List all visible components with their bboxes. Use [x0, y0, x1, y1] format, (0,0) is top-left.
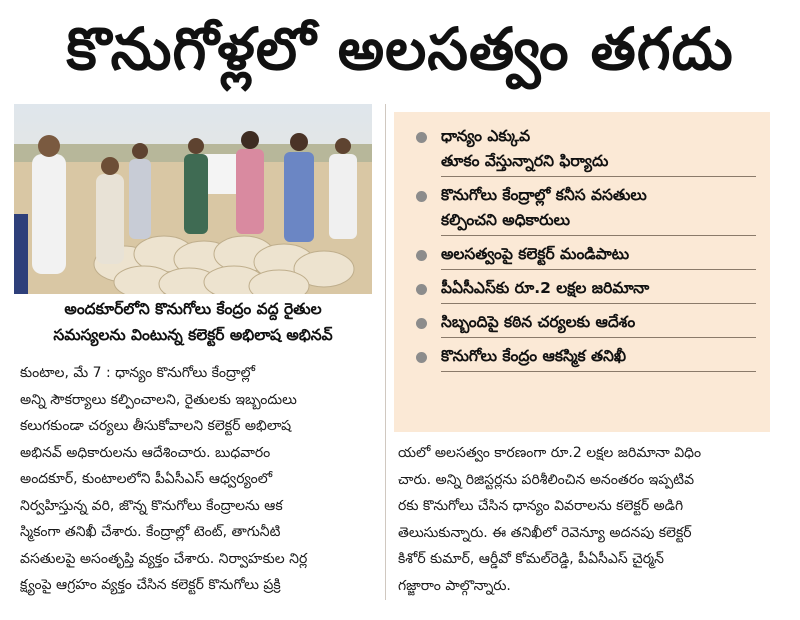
- headline: కొనుగోళ్లలో అలసత్వం తగదు: [66, 15, 734, 83]
- highlight-text: కొనుగోలు కేంద్రం ఆకస్మిక తనిఖీ: [441, 347, 627, 365]
- body-line: నిర్వహిస్తున్న వరి, జొన్న కొనుగోలు కేంద్రాలను ఆక: [20, 497, 283, 514]
- bullet-icon: [416, 132, 427, 143]
- photo-caption: [14, 296, 372, 352]
- article-body-right: [398, 440, 770, 599]
- photo-farmers-grain-bags-icon: [14, 104, 372, 294]
- body-line: కిశోర్‌ కుమార్‌, ఆర్డీవో కోమల్‌రెడ్డి, పీఏసీఎస్‌ చైర్మన్‌: [398, 551, 665, 567]
- body-line: గజ్జారాం పాల్గొన్నారు.: [398, 577, 511, 594]
- highlight-text: కల్పించని అధికారులు: [441, 211, 570, 229]
- bullet-icon: [416, 352, 427, 363]
- bullet-icon: [416, 191, 427, 202]
- bullet-icon: [416, 284, 427, 295]
- bullet-icon: [416, 250, 427, 261]
- body-line: స్మికంగా తనిఖీ చేశారు. కేంద్రాల్లో టెంట్‌, తాగునీటి: [20, 524, 281, 540]
- body-line: అన్ని సౌకర్యాలు కల్పించాలని, రైతులకు ఇబ్బందులు: [20, 391, 297, 408]
- highlight-item: [410, 344, 756, 372]
- highlight-item: [410, 242, 756, 270]
- body-line: క్ష్యంపై ఆగ్రహం వ్యక్తం చేసిన కలెక్టర్‌ కొనుగోలు ప్రక్రి: [20, 577, 281, 593]
- body-line: తెలుసుకున్నారు. ఈ తనిఖీలో రెవెన్యూ అదనపు కలెక్టర్‌: [398, 524, 692, 541]
- highlight-item: [410, 183, 756, 236]
- highlight-item: [410, 124, 756, 177]
- bullet-icon: [416, 318, 427, 329]
- highlight-item: [410, 310, 756, 338]
- caption-line-1: అందకూర్‌లోని కొనుగోలు కేంద్రం వద్ద రైతుల: [64, 300, 322, 318]
- highlight-text: పీఏసీఎస్‌కు రూ.2 లక్షల జరిమానా: [441, 279, 650, 297]
- highlight-text: ధాన్యం ఎక్కువ: [441, 127, 531, 145]
- article-body-left: [20, 360, 372, 599]
- highlight-item: [410, 276, 756, 304]
- body-line: వసతులపై అసంతృప్తి వ్యక్తం చేశారు. నిర్వాహకుల నిర్ల: [20, 550, 308, 567]
- body-line: యలో అలసత్వం కారణంగా రూ.2 లక్షల జరిమానా విధిం: [398, 445, 702, 461]
- body-line: అందకూర్‌, కుంటాలలోని పీఏసీఎస్‌ ఆధ్వర్యంలో: [20, 471, 273, 487]
- highlight-text: అలసత్వంపై కలెక్టర్‌ మండిపాటు: [441, 245, 630, 263]
- body-line: చారు. అన్ని రిజిస్టర్లను పరిశీలించిన అనంతరం ఇప్పటివ: [398, 471, 695, 488]
- highlight-text: సిబ్బందిపై కఠిన చర్యలకు ఆదేశం: [441, 313, 636, 331]
- body-line: అభినవ్‌ అధికారులను ఆదేశించారు. బుధవారం: [20, 444, 271, 461]
- highlight-text: కొనుగోలు కేంద్రాల్లో కనీస వసతులు: [441, 186, 647, 204]
- news-photo: [14, 104, 372, 294]
- caption-line-2: సమస్యలను వింటున్న కలెక్టర్‌ అభిలాష అభినవ్‌: [53, 326, 333, 344]
- column-divider: [385, 104, 386, 600]
- body-line: కుంటాల, మే 7 : ధాన్యం కొనుగోలు కేంద్రాల్లో: [20, 365, 255, 381]
- highlight-text: తూకం వేస్తున్నారని ఫిర్యాదు: [441, 152, 609, 170]
- highlights-box: [394, 112, 770, 432]
- body-line: కలుగకుండా చర్యలు తీసుకోవాలని కలెక్టర్‌ అభిలాష: [20, 418, 292, 434]
- body-line: రకు కొనుగోలు చేసిన ధాన్యం వివరాలను కలెక్టర్‌ అడిగి: [398, 498, 684, 514]
